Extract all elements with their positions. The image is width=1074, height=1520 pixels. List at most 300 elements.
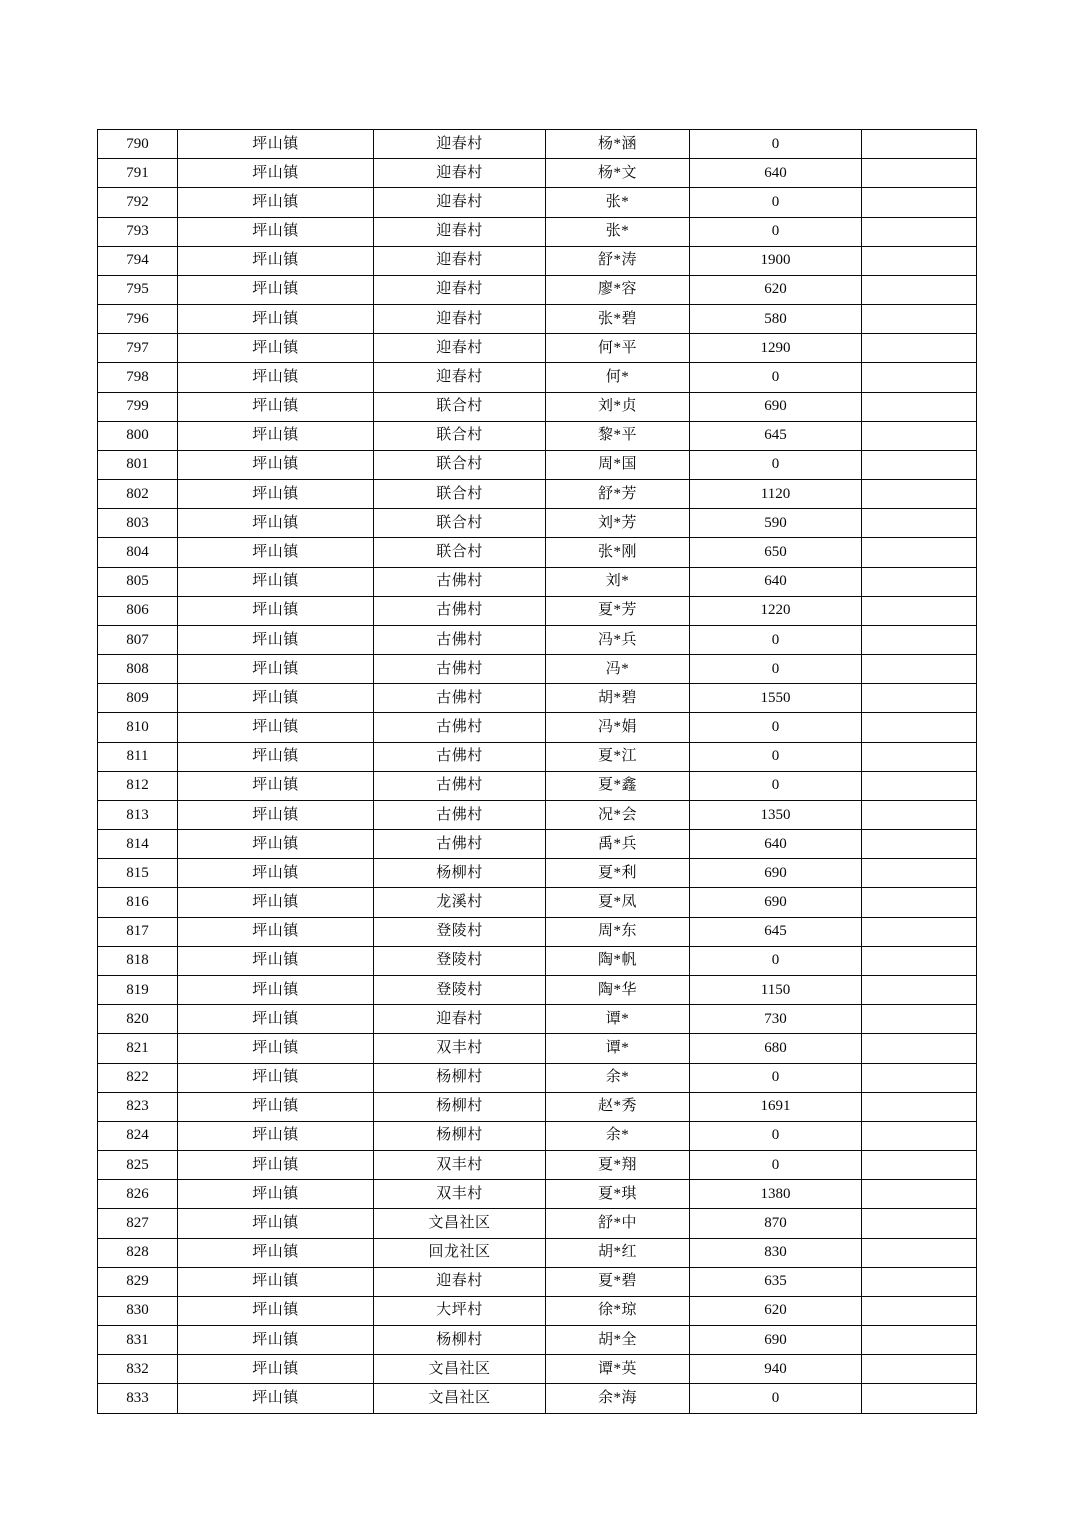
cell-amount: 830: [690, 1238, 862, 1267]
cell-town: 坪山镇: [178, 363, 374, 392]
cell-person-name: 夏*利: [546, 859, 690, 888]
cell-remark: [862, 159, 977, 188]
cell-town: 坪山镇: [178, 1092, 374, 1121]
cell-town: 坪山镇: [178, 450, 374, 479]
cell-row-number: 809: [98, 684, 178, 713]
cell-amount: 640: [690, 830, 862, 859]
cell-village: 迎春村: [374, 1005, 546, 1034]
cell-row-number: 830: [98, 1296, 178, 1325]
cell-remark: [862, 771, 977, 800]
cell-village: 杨柳村: [374, 1121, 546, 1150]
cell-row-number: 825: [98, 1151, 178, 1180]
cell-amount: 0: [690, 130, 862, 159]
cell-person-name: 杨*文: [546, 159, 690, 188]
cell-town: 坪山镇: [178, 625, 374, 654]
cell-village: 联合村: [374, 450, 546, 479]
table-row: [98, 392, 977, 421]
cell-village: 古佛村: [374, 625, 546, 654]
cell-village: 文昌社区: [374, 1384, 546, 1414]
cell-person-name: 夏*碧: [546, 1267, 690, 1296]
cell-amount: 0: [690, 742, 862, 771]
cell-town: 坪山镇: [178, 421, 374, 450]
cell-row-number: 791: [98, 159, 178, 188]
cell-row-number: 810: [98, 713, 178, 742]
cell-amount: 730: [690, 1005, 862, 1034]
table-row: [98, 684, 977, 713]
table-row: [98, 655, 977, 684]
table-row: [98, 625, 977, 654]
table-row: [98, 159, 977, 188]
cell-village: 迎春村: [374, 217, 546, 246]
cell-amount: 1220: [690, 596, 862, 625]
cell-village: 古佛村: [374, 830, 546, 859]
cell-person-name: 冯*: [546, 655, 690, 684]
cell-person-name: 夏*鑫: [546, 771, 690, 800]
cell-row-number: 799: [98, 392, 178, 421]
cell-amount: 0: [690, 1063, 862, 1092]
cell-row-number: 794: [98, 246, 178, 275]
cell-amount: 0: [690, 625, 862, 654]
cell-row-number: 814: [98, 830, 178, 859]
cell-amount: 0: [690, 1151, 862, 1180]
cell-person-name: 余*: [546, 1063, 690, 1092]
table-row: [98, 1121, 977, 1150]
table-row: [98, 771, 977, 800]
cell-row-number: 817: [98, 917, 178, 946]
table-row: [98, 130, 977, 159]
table-row: [98, 830, 977, 859]
cell-person-name: 杨*涵: [546, 130, 690, 159]
table-row: [98, 946, 977, 975]
cell-row-number: 822: [98, 1063, 178, 1092]
cell-person-name: 徐*琼: [546, 1296, 690, 1325]
cell-remark: [862, 1267, 977, 1296]
cell-person-name: 余*海: [546, 1384, 690, 1414]
cell-amount: 640: [690, 159, 862, 188]
cell-amount: 645: [690, 917, 862, 946]
cell-amount: 645: [690, 421, 862, 450]
cell-amount: 0: [690, 188, 862, 217]
cell-town: 坪山镇: [178, 1151, 374, 1180]
cell-town: 坪山镇: [178, 334, 374, 363]
cell-remark: [862, 596, 977, 625]
cell-person-name: 胡*全: [546, 1326, 690, 1355]
cell-remark: [862, 655, 977, 684]
cell-village: 文昌社区: [374, 1209, 546, 1238]
table-row: [98, 917, 977, 946]
cell-village: 迎春村: [374, 188, 546, 217]
cell-village: 迎春村: [374, 1267, 546, 1296]
cell-amount: 940: [690, 1355, 862, 1384]
cell-village: 登陵村: [374, 946, 546, 975]
table-row: [98, 1180, 977, 1209]
cell-person-name: 夏*翔: [546, 1151, 690, 1180]
cell-remark: [862, 1005, 977, 1034]
cell-town: 坪山镇: [178, 1121, 374, 1150]
cell-town: 坪山镇: [178, 1296, 374, 1325]
cell-village: 登陵村: [374, 975, 546, 1004]
cell-village: 古佛村: [374, 713, 546, 742]
cell-amount: 0: [690, 655, 862, 684]
table-row: [98, 1238, 977, 1267]
cell-row-number: 815: [98, 859, 178, 888]
cell-remark: [862, 421, 977, 450]
cell-amount: 0: [690, 217, 862, 246]
cell-row-number: 828: [98, 1238, 178, 1267]
cell-town: 坪山镇: [178, 596, 374, 625]
cell-row-number: 807: [98, 625, 178, 654]
cell-remark: [862, 305, 977, 334]
cell-person-name: 刘*贞: [546, 392, 690, 421]
cell-village: 古佛村: [374, 742, 546, 771]
cell-village: 杨柳村: [374, 1092, 546, 1121]
table-row: [98, 1355, 977, 1384]
cell-amount: 0: [690, 1384, 862, 1414]
cell-village: 迎春村: [374, 130, 546, 159]
cell-town: 坪山镇: [178, 509, 374, 538]
cell-row-number: 800: [98, 421, 178, 450]
cell-row-number: 795: [98, 275, 178, 304]
cell-row-number: 797: [98, 334, 178, 363]
table-row: [98, 334, 977, 363]
table-row: [98, 888, 977, 917]
cell-remark: [862, 450, 977, 479]
cell-amount: 680: [690, 1034, 862, 1063]
cell-town: 坪山镇: [178, 275, 374, 304]
cell-village: 古佛村: [374, 800, 546, 829]
cell-row-number: 826: [98, 1180, 178, 1209]
cell-town: 坪山镇: [178, 1326, 374, 1355]
cell-town: 坪山镇: [178, 538, 374, 567]
cell-village: 联合村: [374, 480, 546, 509]
cell-remark: [862, 1384, 977, 1414]
cell-amount: 0: [690, 771, 862, 800]
cell-village: 联合村: [374, 538, 546, 567]
table-row: [98, 1063, 977, 1092]
cell-town: 坪山镇: [178, 946, 374, 975]
cell-remark: [862, 1355, 977, 1384]
cell-town: 坪山镇: [178, 480, 374, 509]
cell-town: 坪山镇: [178, 917, 374, 946]
cell-person-name: 舒*芳: [546, 480, 690, 509]
cell-remark: [862, 246, 977, 275]
cell-town: 坪山镇: [178, 1355, 374, 1384]
cell-person-name: 况*会: [546, 800, 690, 829]
cell-remark: [862, 188, 977, 217]
cell-village: 迎春村: [374, 275, 546, 304]
cell-village: 龙溪村: [374, 888, 546, 917]
cell-town: 坪山镇: [178, 713, 374, 742]
cell-row-number: 801: [98, 450, 178, 479]
cell-person-name: 何*: [546, 363, 690, 392]
cell-amount: 0: [690, 713, 862, 742]
cell-town: 坪山镇: [178, 888, 374, 917]
table-row: [98, 1092, 977, 1121]
cell-person-name: 谭*: [546, 1034, 690, 1063]
table-row: [98, 1151, 977, 1180]
cell-person-name: 黎*平: [546, 421, 690, 450]
cell-town: 坪山镇: [178, 684, 374, 713]
cell-town: 坪山镇: [178, 130, 374, 159]
cell-remark: [862, 742, 977, 771]
cell-person-name: 夏*芳: [546, 596, 690, 625]
cell-village: 联合村: [374, 421, 546, 450]
table-row: [98, 188, 977, 217]
cell-person-name: 赵*秀: [546, 1092, 690, 1121]
cell-amount: 580: [690, 305, 862, 334]
cell-town: 坪山镇: [178, 1005, 374, 1034]
cell-amount: 0: [690, 1121, 862, 1150]
cell-row-number: 793: [98, 217, 178, 246]
cell-remark: [862, 1209, 977, 1238]
cell-amount: 620: [690, 275, 862, 304]
cell-row-number: 804: [98, 538, 178, 567]
table-row: [98, 567, 977, 596]
cell-town: 坪山镇: [178, 1209, 374, 1238]
cell-row-number: 798: [98, 363, 178, 392]
cell-row-number: 805: [98, 567, 178, 596]
cell-village: 迎春村: [374, 159, 546, 188]
cell-amount: 870: [690, 1209, 862, 1238]
cell-amount: 640: [690, 567, 862, 596]
cell-person-name: 周*国: [546, 450, 690, 479]
cell-remark: [862, 480, 977, 509]
cell-remark: [862, 1238, 977, 1267]
cell-village: 古佛村: [374, 567, 546, 596]
table-row: [98, 800, 977, 829]
table-row: [98, 480, 977, 509]
cell-person-name: 冯*兵: [546, 625, 690, 654]
cell-row-number: 820: [98, 1005, 178, 1034]
cell-village: 杨柳村: [374, 859, 546, 888]
cell-remark: [862, 1151, 977, 1180]
cell-town: 坪山镇: [178, 800, 374, 829]
cell-person-name: 舒*涛: [546, 246, 690, 275]
cell-amount: 0: [690, 363, 862, 392]
cell-person-name: 冯*娟: [546, 713, 690, 742]
cell-person-name: 张*: [546, 217, 690, 246]
cell-row-number: 831: [98, 1326, 178, 1355]
cell-town: 坪山镇: [178, 392, 374, 421]
cell-row-number: 796: [98, 305, 178, 334]
cell-remark: [862, 217, 977, 246]
cell-remark: [862, 1063, 977, 1092]
cell-town: 坪山镇: [178, 1034, 374, 1063]
cell-person-name: 夏*凤: [546, 888, 690, 917]
table-row: [98, 1034, 977, 1063]
cell-person-name: 禹*兵: [546, 830, 690, 859]
cell-amount: 1350: [690, 800, 862, 829]
cell-amount: 690: [690, 1326, 862, 1355]
cell-remark: [862, 1034, 977, 1063]
cell-village: 文昌社区: [374, 1355, 546, 1384]
cell-row-number: 803: [98, 509, 178, 538]
table-row: [98, 421, 977, 450]
cell-person-name: 胡*碧: [546, 684, 690, 713]
cell-amount: 690: [690, 888, 862, 917]
cell-person-name: 余*: [546, 1121, 690, 1150]
cell-town: 坪山镇: [178, 655, 374, 684]
cell-person-name: 何*平: [546, 334, 690, 363]
cell-remark: [862, 917, 977, 946]
cell-amount: 1120: [690, 480, 862, 509]
cell-town: 坪山镇: [178, 830, 374, 859]
table-row: [98, 1267, 977, 1296]
cell-town: 坪山镇: [178, 1267, 374, 1296]
subsidy-roster-table: [97, 129, 977, 1414]
table-row: [98, 275, 977, 304]
cell-village: 回龙社区: [374, 1238, 546, 1267]
table-row: [98, 742, 977, 771]
cell-amount: 1550: [690, 684, 862, 713]
table-row: [98, 1296, 977, 1325]
cell-village: 古佛村: [374, 684, 546, 713]
cell-row-number: 812: [98, 771, 178, 800]
cell-remark: [862, 1326, 977, 1355]
cell-village: 迎春村: [374, 246, 546, 275]
cell-person-name: 谭*英: [546, 1355, 690, 1384]
cell-town: 坪山镇: [178, 305, 374, 334]
cell-person-name: 陶*帆: [546, 946, 690, 975]
cell-person-name: 刘*: [546, 567, 690, 596]
table-row: [98, 1326, 977, 1355]
cell-village: 古佛村: [374, 655, 546, 684]
cell-village: 双丰村: [374, 1180, 546, 1209]
cell-amount: 650: [690, 538, 862, 567]
table-row: [98, 713, 977, 742]
cell-village: 联合村: [374, 392, 546, 421]
cell-row-number: 827: [98, 1209, 178, 1238]
cell-row-number: 808: [98, 655, 178, 684]
cell-town: 坪山镇: [178, 1063, 374, 1092]
cell-remark: [862, 888, 977, 917]
cell-amount: 620: [690, 1296, 862, 1325]
cell-row-number: 816: [98, 888, 178, 917]
cell-town: 坪山镇: [178, 188, 374, 217]
cell-row-number: 811: [98, 742, 178, 771]
cell-village: 登陵村: [374, 917, 546, 946]
cell-remark: [862, 363, 977, 392]
cell-remark: [862, 975, 977, 1004]
cell-row-number: 813: [98, 800, 178, 829]
table-row: [98, 1209, 977, 1238]
cell-person-name: 廖*容: [546, 275, 690, 304]
cell-village: 杨柳村: [374, 1063, 546, 1092]
table-row: [98, 1005, 977, 1034]
table-row: [98, 596, 977, 625]
cell-amount: 0: [690, 450, 862, 479]
cell-remark: [862, 334, 977, 363]
cell-town: 坪山镇: [178, 217, 374, 246]
table-row: [98, 217, 977, 246]
cell-amount: 0: [690, 946, 862, 975]
cell-person-name: 谭*: [546, 1005, 690, 1034]
cell-row-number: 790: [98, 130, 178, 159]
cell-person-name: 夏*江: [546, 742, 690, 771]
cell-village: 联合村: [374, 509, 546, 538]
cell-village: 双丰村: [374, 1151, 546, 1180]
cell-person-name: 夏*琪: [546, 1180, 690, 1209]
table-body: [98, 130, 977, 1414]
cell-person-name: 周*东: [546, 917, 690, 946]
cell-row-number: 824: [98, 1121, 178, 1150]
cell-town: 坪山镇: [178, 159, 374, 188]
cell-amount: 1380: [690, 1180, 862, 1209]
cell-row-number: 818: [98, 946, 178, 975]
table-row: [98, 538, 977, 567]
cell-remark: [862, 567, 977, 596]
cell-row-number: 802: [98, 480, 178, 509]
cell-remark: [862, 713, 977, 742]
cell-town: 坪山镇: [178, 1238, 374, 1267]
table-row: [98, 1384, 977, 1414]
cell-row-number: 819: [98, 975, 178, 1004]
cell-amount: 1150: [690, 975, 862, 1004]
cell-remark: [862, 1296, 977, 1325]
cell-person-name: 刘*芳: [546, 509, 690, 538]
cell-row-number: 823: [98, 1092, 178, 1121]
cell-row-number: 829: [98, 1267, 178, 1296]
cell-row-number: 832: [98, 1355, 178, 1384]
cell-village: 古佛村: [374, 771, 546, 800]
cell-remark: [862, 392, 977, 421]
cell-row-number: 821: [98, 1034, 178, 1063]
cell-town: 坪山镇: [178, 1384, 374, 1414]
cell-village: 杨柳村: [374, 1326, 546, 1355]
cell-amount: 635: [690, 1267, 862, 1296]
cell-remark: [862, 538, 977, 567]
cell-person-name: 张*刚: [546, 538, 690, 567]
table-row: [98, 246, 977, 275]
cell-remark: [862, 859, 977, 888]
cell-row-number: 806: [98, 596, 178, 625]
cell-amount: 690: [690, 392, 862, 421]
table-row: [98, 509, 977, 538]
cell-remark: [862, 509, 977, 538]
cell-person-name: 舒*中: [546, 1209, 690, 1238]
cell-town: 坪山镇: [178, 567, 374, 596]
table-row: [98, 305, 977, 334]
cell-remark: [862, 625, 977, 654]
cell-person-name: 张*: [546, 188, 690, 217]
cell-town: 坪山镇: [178, 1180, 374, 1209]
cell-remark: [862, 830, 977, 859]
cell-town: 坪山镇: [178, 771, 374, 800]
cell-remark: [862, 275, 977, 304]
cell-amount: 590: [690, 509, 862, 538]
cell-village: 迎春村: [374, 305, 546, 334]
cell-remark: [862, 800, 977, 829]
table-row: [98, 450, 977, 479]
cell-row-number: 792: [98, 188, 178, 217]
cell-remark: [862, 946, 977, 975]
cell-village: 大坪村: [374, 1296, 546, 1325]
cell-amount: 690: [690, 859, 862, 888]
cell-remark: [862, 1180, 977, 1209]
cell-village: 古佛村: [374, 596, 546, 625]
cell-person-name: 张*碧: [546, 305, 690, 334]
cell-town: 坪山镇: [178, 859, 374, 888]
cell-town: 坪山镇: [178, 742, 374, 771]
cell-remark: [862, 684, 977, 713]
cell-village: 双丰村: [374, 1034, 546, 1063]
cell-amount: 1900: [690, 246, 862, 275]
cell-village: 迎春村: [374, 334, 546, 363]
cell-remark: [862, 1092, 977, 1121]
cell-remark: [862, 130, 977, 159]
cell-village: 迎春村: [374, 363, 546, 392]
table-row: [98, 363, 977, 392]
